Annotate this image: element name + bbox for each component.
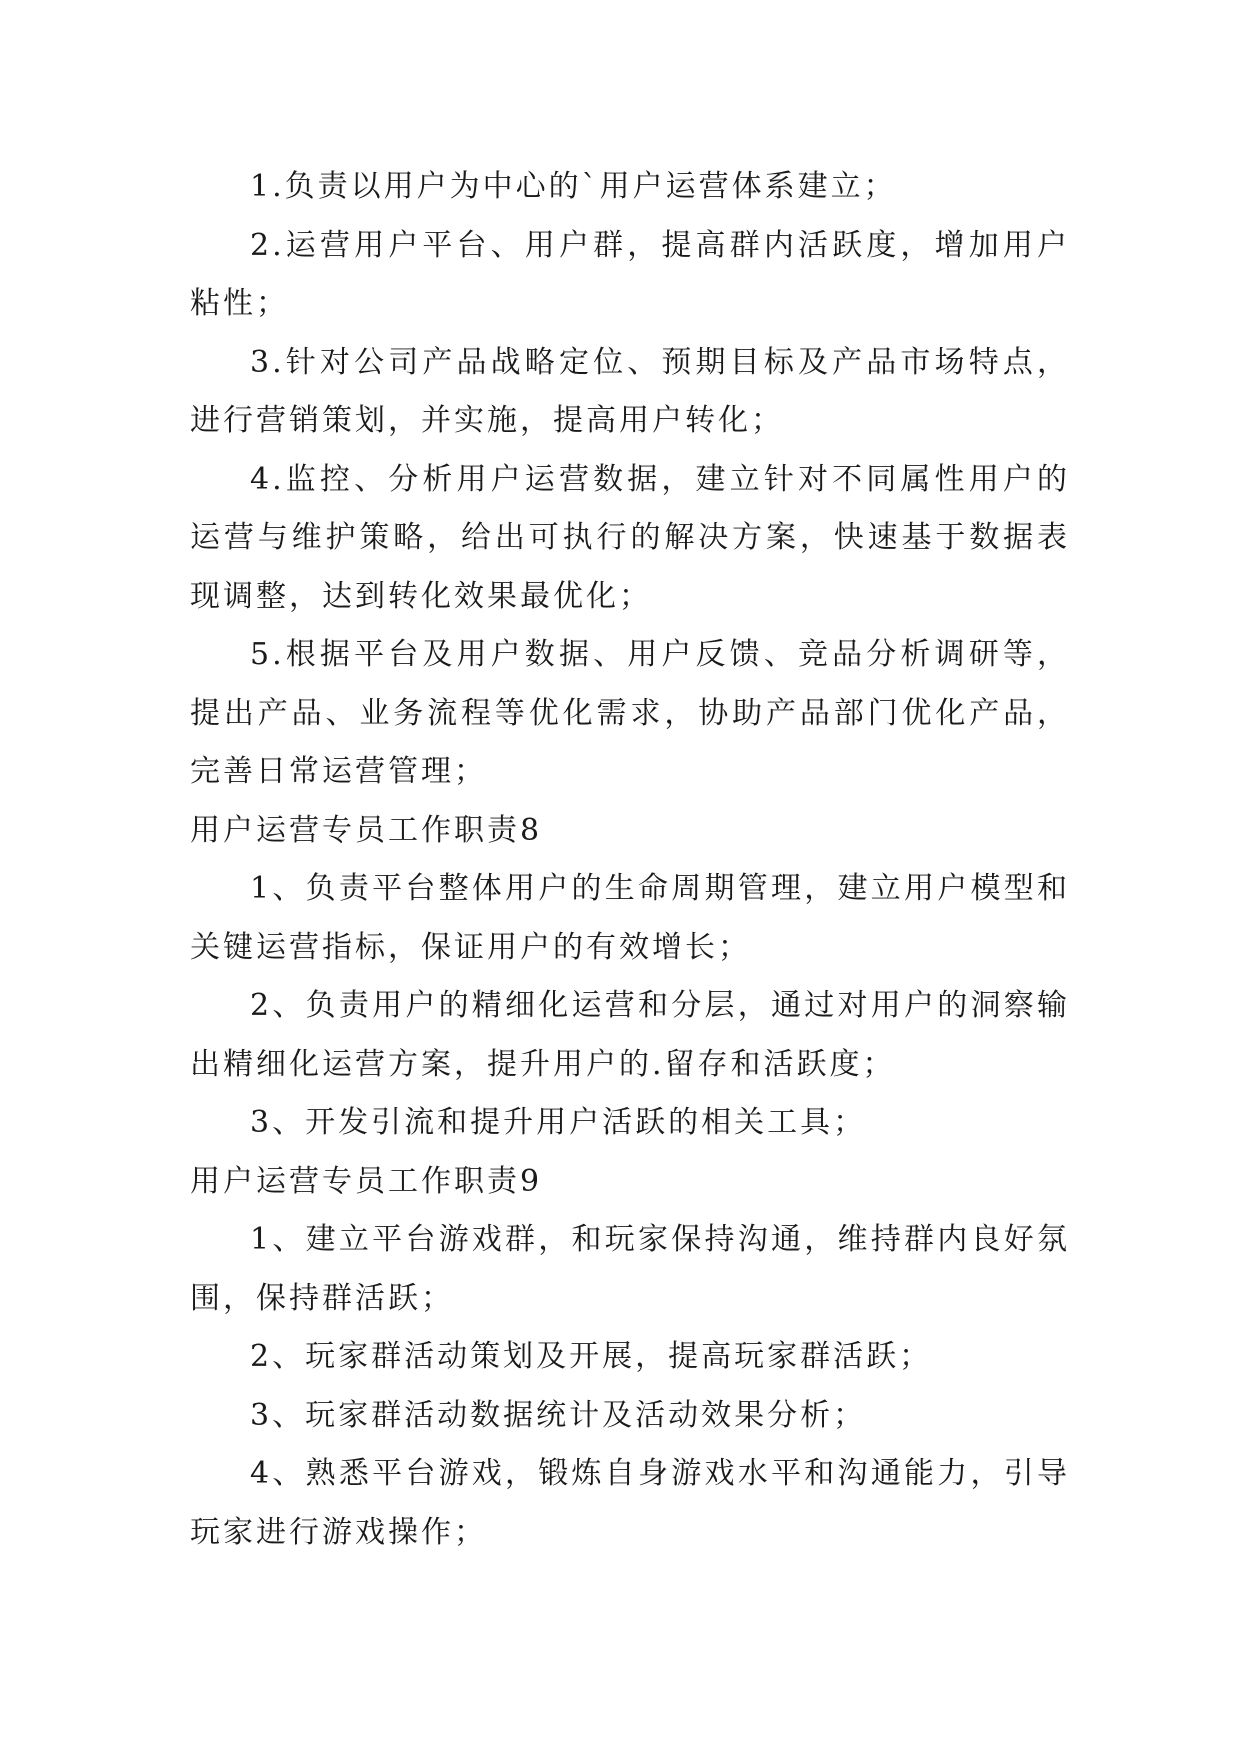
section-8-item-3: 3、开发引流和提升用户活跃的相关工具；	[250, 1105, 867, 1140]
duty-item-3: 3.针对公司产品战略定位、预期目标及产品市场特点，进行营销策划，并实施，提高用户转化；	[190, 344, 1070, 438]
section-9-item-1: 1、建立平台游戏群，和玩家保持沟通，维持群内良好氛围，保持群活跃；	[190, 1222, 1070, 1316]
section-8-item-2: 2、负责用户的精细化运营和分层，通过对用户的洞察输出精细化运营方案，提升用户的.留存和活跃度；	[190, 988, 1070, 1082]
section-heading-9: 用户运营专员工作职责9	[190, 1163, 543, 1199]
document-body	[190, 158, 1070, 1562]
section-8-item-1: 1、负责平台整体用户的生命周期管理，建立用户模型和关键运营指标，保证用户的有效增长；	[190, 871, 1070, 965]
section-heading-8: 用户运营专员工作职责8	[190, 812, 543, 848]
section-9-item-4: 4、熟悉平台游戏，锻炼自身游戏水平和沟通能力，引导玩家进行游戏操作；	[190, 1456, 1070, 1550]
duty-item-1: 1.负责以用户为中心的`用户运营体系建立；	[250, 169, 897, 204]
section-9-item-2: 2、玩家群活动策划及开展，提高玩家群活跃；	[250, 1339, 933, 1374]
section-9-item-3: 3、玩家群活动数据统计及活动效果分析；	[250, 1397, 867, 1433]
duty-item-2: 2.运营用户平台、用户群，提高群内活跃度，增加用户粘性；	[190, 227, 1070, 321]
duty-item-4: 4.监控、分析用户运营数据，建立针对不同属性用户的运营与维护策略，给出可执行的解决方案，快速基于数据表现调整，达到转化效果最优化；	[190, 461, 1070, 614]
duty-item-5: 5.根据平台及用户数据、用户反馈、竞品分析调研等，提出产品、业务流程等优化需求，协助产品部门优化产品，完善日常运营管理；	[190, 637, 1070, 789]
